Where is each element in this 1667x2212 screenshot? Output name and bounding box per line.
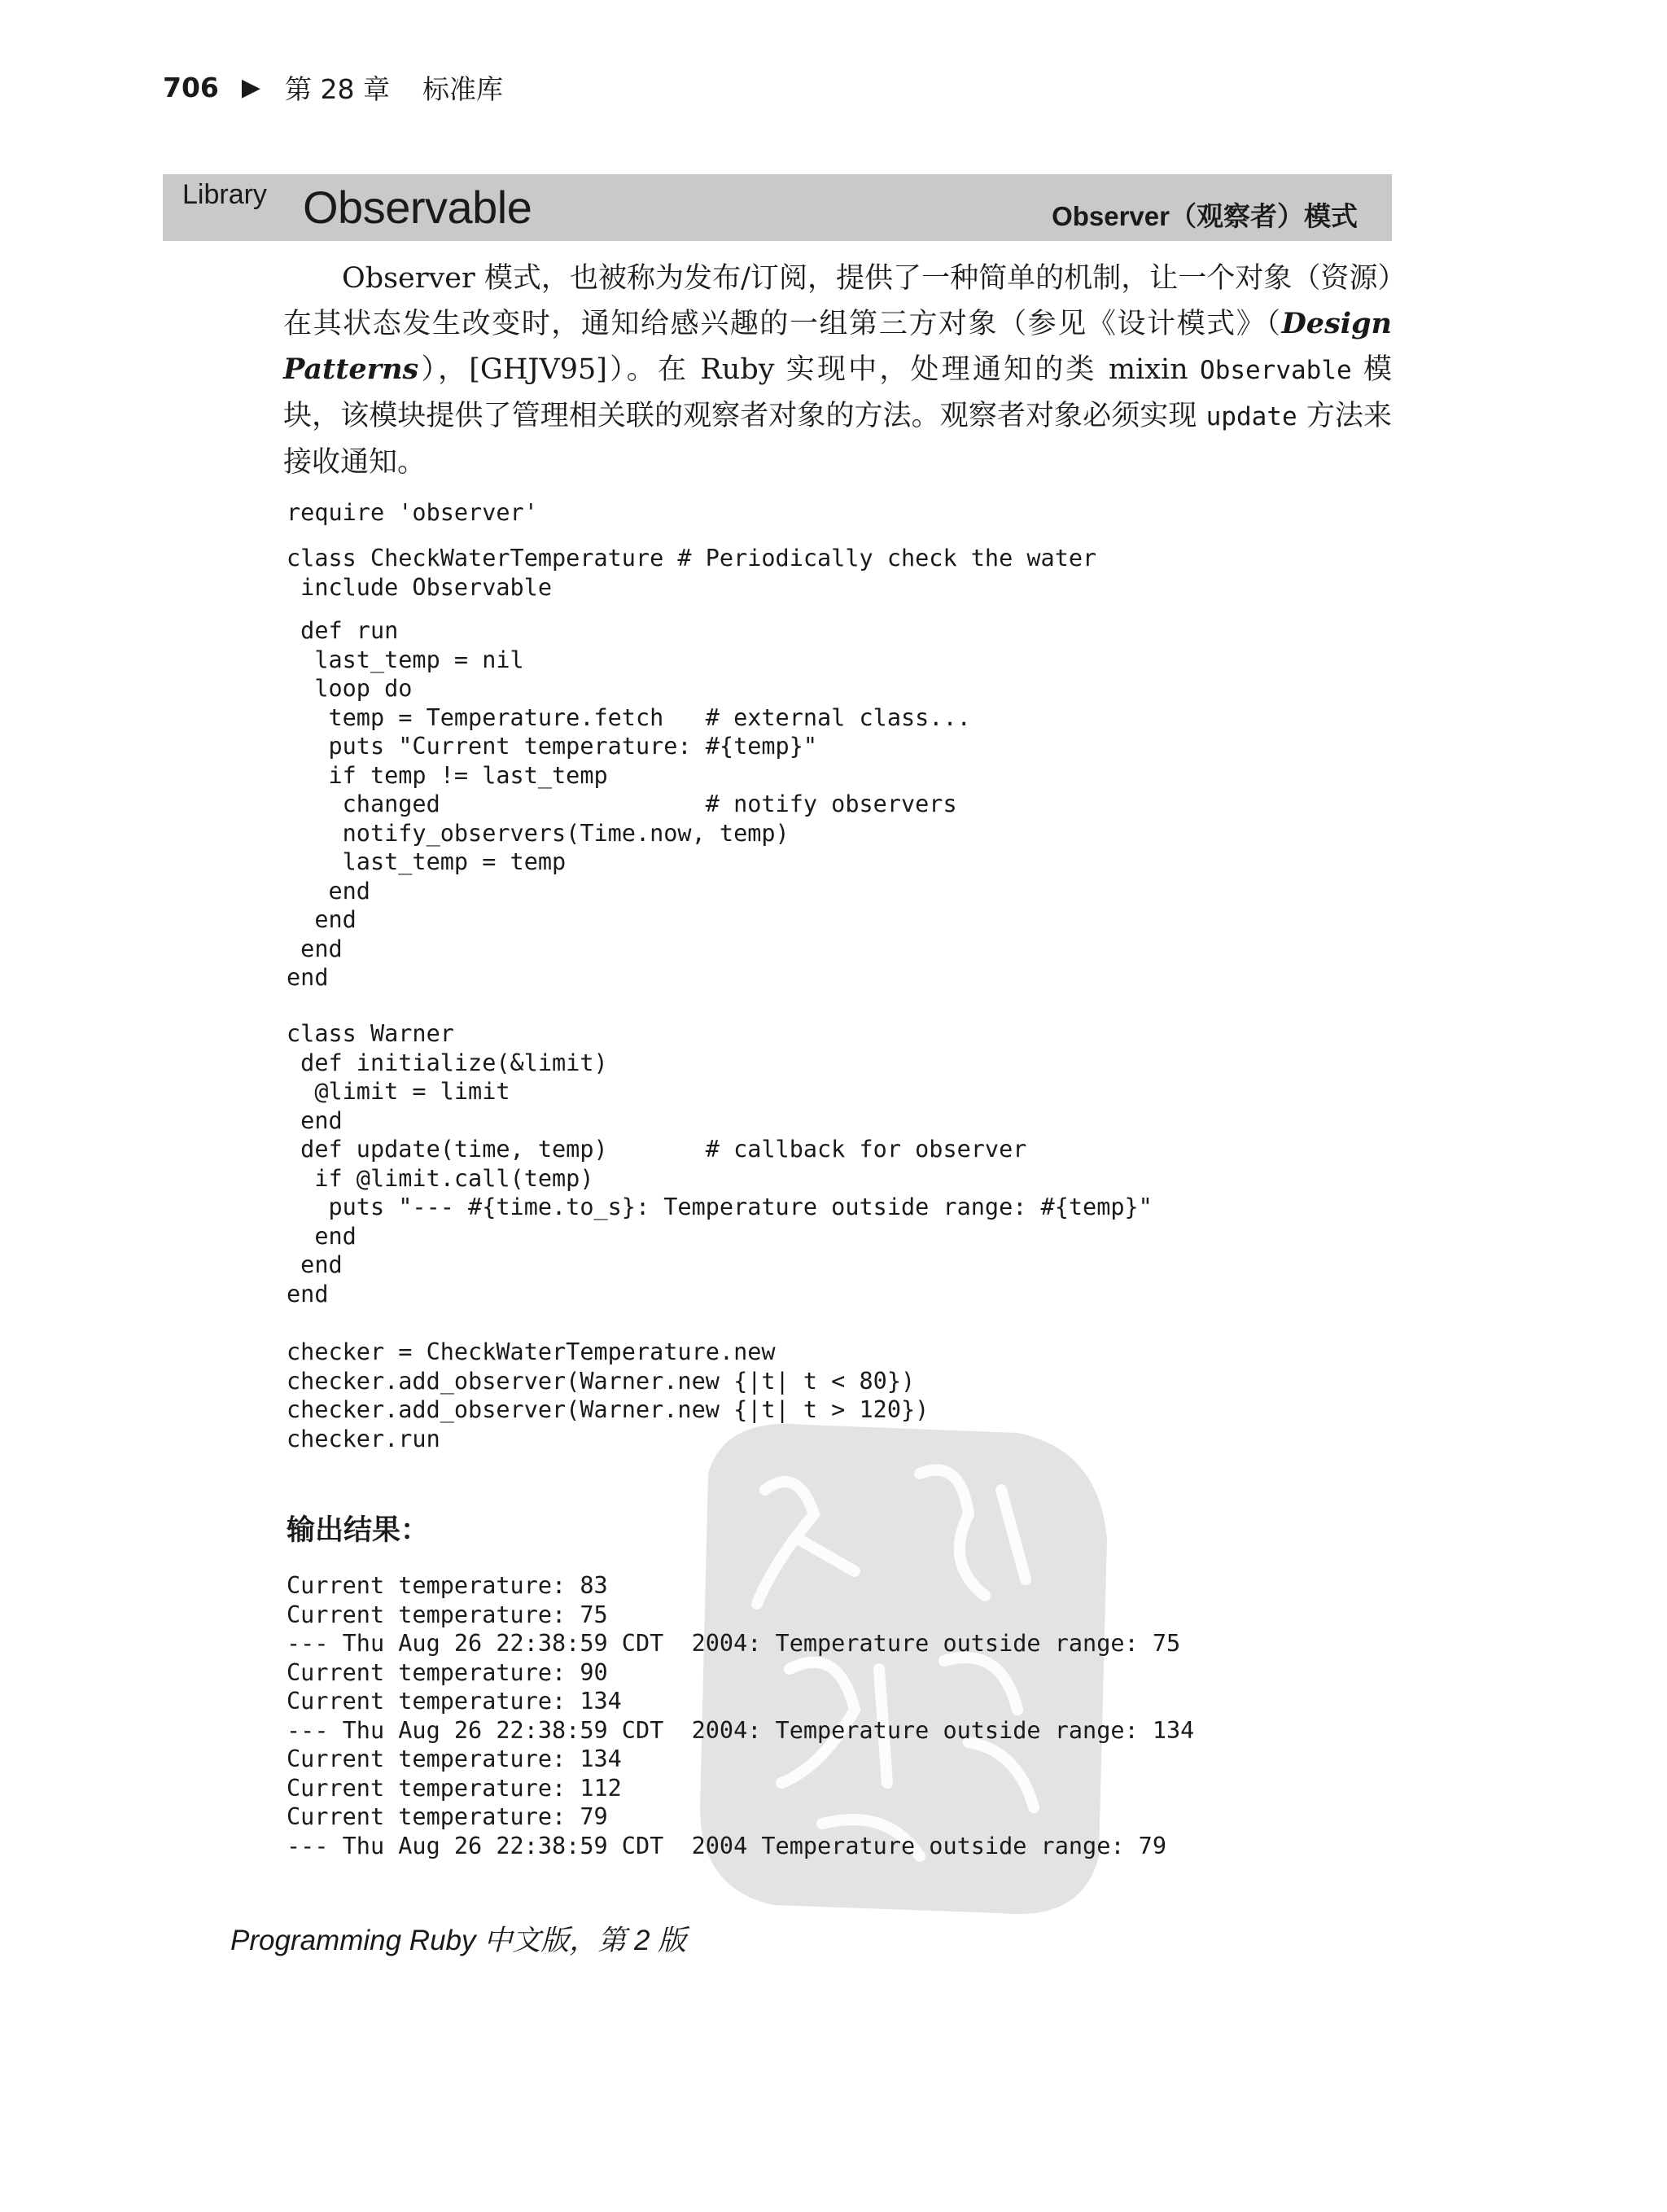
- code-checker-usage: checker = CheckWaterTemperature.new checker.add_observer(Warner.new {|t| t < 80}) checker.add_observer(Warner.new {|t| t > 120}) checker.run: [287, 1338, 930, 1452]
- intro-text-2: ），[GHJV95]）。在 Ruby 实现中，处理通知的类 mixin: [418, 353, 1201, 386]
- intro-paragraph: [283, 256, 1392, 485]
- code-require: require 'observer': [287, 499, 538, 526]
- method-code: update: [1205, 402, 1297, 431]
- running-header: [163, 68, 503, 107]
- library-label: Library: [182, 179, 267, 210]
- book-title: Design Patterns: [283, 307, 1392, 386]
- module-code: Observable: [1200, 356, 1352, 385]
- footer: Programming Ruby 中文版，第 2 版: [230, 1925, 687, 1956]
- chapter-number: 第 28 章: [284, 73, 390, 105]
- intro-text-4: 方法来接收通知。: [283, 400, 1392, 479]
- code-run-method: def run last_temp = nil loop do temp = Temperature.fetch # external class... puts "Current temperature: #{temp}" if temp != last_temp changed # notify observers notify_observers(Time.now, temp) last_temp = temp end end end end: [287, 617, 971, 991]
- banner-subtitle: Observer（观察者）模式: [1052, 201, 1358, 231]
- code-warner-class: class Warner def initialize(&limit) @limit = limit end def update(time, temp) # callback for observer if @limit.call(temp) puts "--- #{time.to_s}: Temperature outside range: #{temp}" end end end: [287, 1020, 1153, 1307]
- chapter-title: 标准库: [422, 73, 503, 105]
- arrow-icon: ▶: [241, 73, 260, 102]
- code-check-water-class: class CheckWaterTemperature # Periodically check the water include Observable: [287, 545, 1097, 601]
- module-name: Observable: [303, 182, 532, 233]
- intro-text-3: 模块，该模块提供了管理相关联的观察者对象的方法。观察者对象必须实现: [283, 353, 1392, 432]
- library-banner: [163, 174, 1392, 241]
- page-number: 706: [163, 72, 219, 103]
- output-label: 输出结果：: [287, 1513, 430, 1547]
- output-block: Current temperature: 83 Current temperature: 75 --- Thu Aug 26 22:38:59 CDT 2004: Temperature outside range: 75 Current temperature: 90 Current temperature: 134 --- Thu Aug 26 22:38:59 CDT 2004: Temperature outside range: 134 Current temperature: 134 Current temperature: 112 Current temperature: 79 --- Thu Aug 26 22:38:59 CDT 2004 Temperature outside range: 79: [287, 1572, 1195, 1859]
- intro-text-1: Observer 模式，也被称为发布/订阅，提供了一种简单的机制，让一个对象（资源）在其状态发生改变时，通知给感兴趣的一组第三方对象（参见《设计模式》（: [283, 262, 1392, 340]
